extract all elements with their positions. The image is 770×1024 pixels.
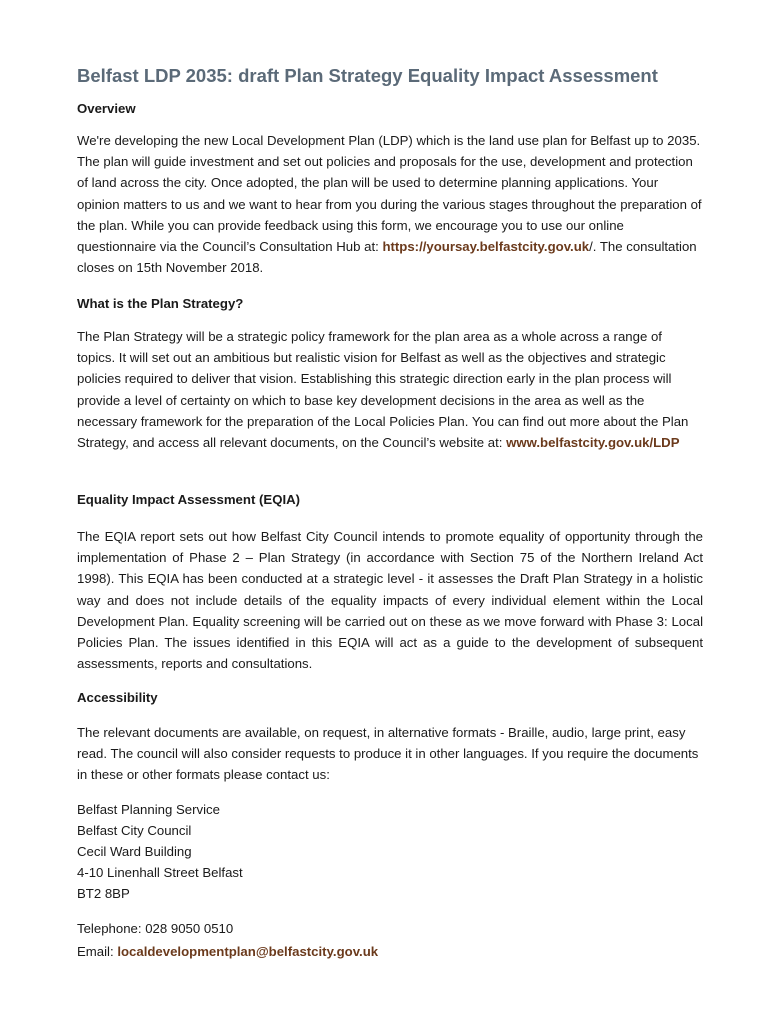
address-line: Cecil Ward Building: [77, 844, 192, 859]
consultation-hub-link[interactable]: https://yoursay.belfastcity.gov.uk: [382, 239, 590, 255]
email-line: [77, 941, 717, 962]
email-link[interactable]: localdevelopmentplan@belfastcity.gov.uk: [117, 944, 379, 959]
overview-text-after: /. The consultation closes on 15th November 2018.: [77, 239, 697, 276]
plan-strategy-paragraph: [77, 326, 703, 453]
document-title: Belfast LDP 2035: draft Plan Strategy Equality Impact Assessment: [77, 65, 658, 86]
council-website-link[interactable]: www.belfastcity.gov.uk/LDP: [506, 435, 680, 451]
overview-text: We're developing the new Local Development Plan (LDP) which is the land use plan for Belfast up to 2035. The plan will guide investment and set out policies and proposals for the use, development and protection of land across the city. Once adopted, the plan will be used to determine planning applications. Your opinion matters to us and we want to hear from you during the various stages throughout the preparation of the plan. While you can provide feedback using this form, we encourage you to use our online questionnaire via the Council’s Consultation Hub at:: [77, 133, 702, 255]
overview-heading: Overview: [77, 101, 136, 116]
plan-strategy-text: The Plan Strategy will be a strategic policy framework for the plan area as a whole across a range of topics. It will set out an ambitious but realistic vision for Belfast as well as the objectives and strategic policies required to deliver that vision. Establishing this strategic direction early in the plan process will provide a level of certainty on which to base key development decisions in the area as well as the necessary framework for the preparation of the Local Policies Plan. You can find out more about the Plan Strategy, and access all relevant documents, on the Council’s website at:: [77, 329, 689, 451]
eqia-paragraph: The EQIA report sets out how Belfast City Council intends to promote equality of opportunity through the implementation of Phase 2 – Plan Strategy (in accordance with Section 75 of the Northern Ireland Act 1998). This EQIA has been conducted at a strategic level - it assesses the Draft Plan Strategy in a holistic way and does not include details of the equality impacts of every individual element within the Local Development Plan. Equality screening will be carried out on these as we move forward with Phase 3: Local Policies Plan. The issues identified in this EQIA will act as a guide to the development of subsequent assessments, reports and consultations.: [77, 529, 703, 672]
telephone-line: Telephone: 028 9050 0510: [77, 921, 234, 936]
plan-strategy-heading: What is the Plan Strategy?: [77, 296, 244, 311]
address-line: 4-10 Linenhall Street Belfast: [77, 865, 243, 880]
email-label: Email:: [77, 944, 118, 959]
address-line: BT2 8BP: [77, 886, 130, 901]
eqia-heading: Equality Impact Assessment (EQIA): [77, 492, 301, 507]
overview-paragraph: [77, 130, 703, 278]
address-line: Belfast City Council: [77, 823, 192, 838]
accessibility-heading: Accessibility: [77, 690, 158, 705]
address-line: Belfast Planning Service: [77, 802, 220, 817]
accessibility-paragraph: The relevant documents are available, on request, in alternative formats - Braille, audio, large print, easy read. The council will also consider requests to produce it in other languages. If you require the documents in these or other formats please contact us:: [77, 725, 699, 783]
